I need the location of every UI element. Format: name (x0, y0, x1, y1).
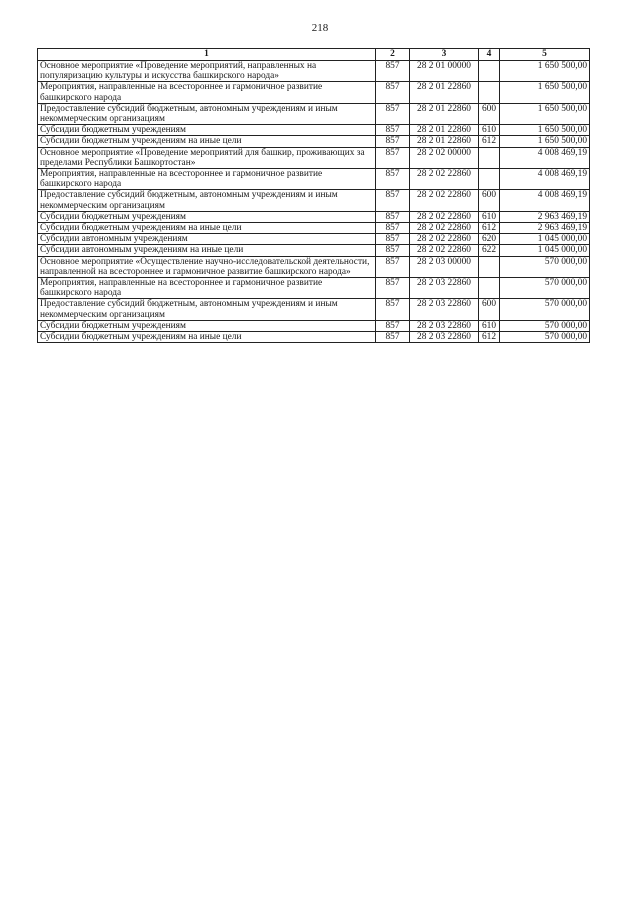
table-row (38, 125, 590, 136)
table-row (38, 278, 590, 299)
table-row (38, 190, 590, 211)
cell-target-article: 28 2 02 22860 (410, 211, 479, 222)
cell-amount: 1 650 500,00 (500, 82, 590, 103)
cell-target-article: 28 2 02 22860 (410, 190, 479, 211)
cell-ministry-code: 857 (376, 256, 410, 277)
column-header-target-article: 3 (410, 49, 479, 61)
cell-ministry-code: 857 (376, 147, 410, 168)
table-row (38, 332, 590, 343)
table-row (38, 299, 590, 320)
budget-table (37, 48, 590, 343)
cell-target-article: 28 2 01 00000 (410, 61, 479, 82)
cell-target-article: 28 2 03 22860 (410, 278, 479, 299)
column-header-ministry: 2 (376, 49, 410, 61)
cell-ministry-code: 857 (376, 61, 410, 82)
table-row (38, 147, 590, 168)
column-header-name: 1 (38, 49, 376, 61)
cell-expense-type: 600 (479, 103, 500, 124)
cell-amount: 570 000,00 (500, 256, 590, 277)
table-body (38, 61, 590, 343)
cell-name: Субсидии бюджетным учреждениям (38, 125, 376, 136)
cell-name: Мероприятия, направленные на всестороннее и гармоничное развитие башкирского народа (38, 169, 376, 190)
cell-ministry-code: 857 (376, 125, 410, 136)
cell-expense-type: 612 (479, 136, 500, 147)
cell-target-article: 28 2 03 00000 (410, 256, 479, 277)
table-row (38, 61, 590, 82)
cell-expense-type: 610 (479, 320, 500, 331)
cell-amount: 1 650 500,00 (500, 103, 590, 124)
cell-ministry-code: 857 (376, 245, 410, 256)
cell-name: Предоставление субсидий бюджетным, автономным учреждениям и иным некоммерческим организациям (38, 299, 376, 320)
cell-target-article: 28 2 03 22860 (410, 320, 479, 331)
cell-target-article: 28 2 02 22860 (410, 223, 479, 234)
cell-amount: 1 650 500,00 (500, 61, 590, 82)
cell-ministry-code: 857 (376, 299, 410, 320)
cell-target-article: 28 2 02 22860 (410, 169, 479, 190)
cell-expense-type: 612 (479, 332, 500, 343)
cell-target-article: 28 2 02 22860 (410, 234, 479, 245)
table-row (38, 82, 590, 103)
cell-name: Предоставление субсидий бюджетным, автономным учреждениям и иным некоммерческим организациям (38, 190, 376, 211)
cell-expense-type: 622 (479, 245, 500, 256)
cell-amount: 4 008 469,19 (500, 169, 590, 190)
cell-ministry-code: 857 (376, 190, 410, 211)
cell-amount: 570 000,00 (500, 299, 590, 320)
cell-name: Основное мероприятие «Проведение мероприятий, направленных на популяризацию культуры и искусства башкирского народа» (38, 61, 376, 82)
page-number: 218 (311, 22, 329, 34)
table-row (38, 320, 590, 331)
cell-expense-type: 610 (479, 125, 500, 136)
cell-name: Основное мероприятие «Проведение мероприятий для башкир, проживающих за пределами Республики Башкортостан» (38, 147, 376, 168)
cell-expense-type: 600 (479, 299, 500, 320)
cell-name: Субсидии бюджетным учреждениям на иные цели (38, 136, 376, 147)
cell-expense-type (479, 147, 500, 168)
cell-target-article: 28 2 01 22860 (410, 136, 479, 147)
cell-ministry-code: 857 (376, 211, 410, 222)
cell-target-article: 28 2 02 22860 (410, 245, 479, 256)
table-row (38, 136, 590, 147)
table-row (38, 234, 590, 245)
cell-name: Предоставление субсидий бюджетным, автономным учреждениям и иным некоммерческим организациям (38, 103, 376, 124)
cell-expense-type (479, 278, 500, 299)
cell-amount: 1 045 000,00 (500, 234, 590, 245)
cell-ministry-code: 857 (376, 234, 410, 245)
cell-target-article: 28 2 03 22860 (410, 299, 479, 320)
cell-expense-type (479, 256, 500, 277)
cell-ministry-code: 857 (376, 82, 410, 103)
table-row (38, 245, 590, 256)
cell-amount: 2 963 469,19 (500, 211, 590, 222)
column-header-expense-type: 4 (479, 49, 500, 61)
cell-name: Субсидии бюджетным учреждениям (38, 320, 376, 331)
column-header-amount: 5 (500, 49, 590, 61)
cell-amount: 570 000,00 (500, 278, 590, 299)
cell-ministry-code: 857 (376, 103, 410, 124)
cell-expense-type: 600 (479, 190, 500, 211)
cell-amount: 4 008 469,19 (500, 147, 590, 168)
cell-ministry-code: 857 (376, 332, 410, 343)
cell-ministry-code: 857 (376, 278, 410, 299)
table-row (38, 256, 590, 277)
cell-target-article: 28 2 02 00000 (410, 147, 479, 168)
cell-expense-type: 610 (479, 211, 500, 222)
table-row (38, 211, 590, 222)
cell-name: Основное мероприятие «Осуществление научно-исследовательской деятельности, направленной на всестороннее и гармоничное развитие башкирского народа» (38, 256, 376, 277)
cell-target-article: 28 2 01 22860 (410, 82, 479, 103)
cell-amount: 1 650 500,00 (500, 125, 590, 136)
cell-target-article: 28 2 03 22860 (410, 332, 479, 343)
cell-name: Субсидии бюджетным учреждениям на иные цели (38, 223, 376, 234)
cell-name: Субсидии бюджетным учреждениям на иные цели (38, 332, 376, 343)
cell-expense-type (479, 61, 500, 82)
cell-amount: 570 000,00 (500, 320, 590, 331)
cell-target-article: 28 2 01 22860 (410, 125, 479, 136)
cell-expense-type (479, 169, 500, 190)
cell-expense-type: 620 (479, 234, 500, 245)
cell-amount: 4 008 469,19 (500, 190, 590, 211)
cell-target-article: 28 2 01 22860 (410, 103, 479, 124)
cell-amount: 1 045 000,00 (500, 245, 590, 256)
cell-expense-type (479, 82, 500, 103)
table-row (38, 169, 590, 190)
cell-name: Субсидии автономным учреждениям на иные цели (38, 245, 376, 256)
cell-name: Субсидии бюджетным учреждениям (38, 211, 376, 222)
cell-ministry-code: 857 (376, 223, 410, 234)
cell-expense-type: 612 (479, 223, 500, 234)
cell-name: Мероприятия, направленные на всестороннее и гармоничное развитие башкирского народа (38, 278, 376, 299)
cell-amount: 2 963 469,19 (500, 223, 590, 234)
cell-name: Мероприятия, направленные на всестороннее и гармоничное развитие башкирского народа (38, 82, 376, 103)
table-row (38, 223, 590, 234)
cell-ministry-code: 857 (376, 320, 410, 331)
cell-ministry-code: 857 (376, 136, 410, 147)
cell-ministry-code: 857 (376, 169, 410, 190)
table-row (38, 103, 590, 124)
table-header-row (38, 49, 590, 61)
cell-amount: 570 000,00 (500, 332, 590, 343)
cell-amount: 1 650 500,00 (500, 136, 590, 147)
cell-name: Субсидии автономным учреждениям (38, 234, 376, 245)
